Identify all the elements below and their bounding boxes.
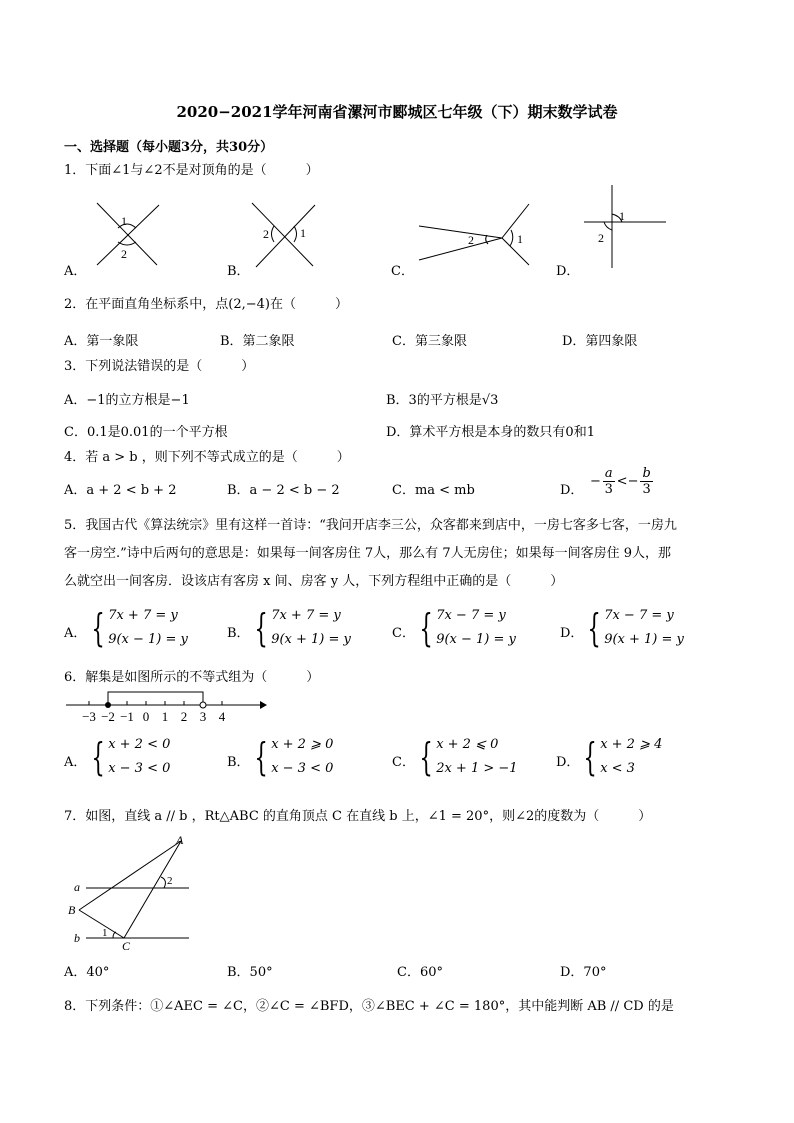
- question-5-line-3: 么就空出一间客房．设该店有客房 x 间、房客 y 人，下列方程组中正确的是（ ）: [64, 574, 564, 589]
- question-7-stem: 7．如图，直线 a // b ，Rt△ABC 的直角顶点 C 在直线 b 上，∠1 = 20°，则∠2的度数为（ ）: [64, 809, 652, 824]
- question-1-stem: 1．下面∠1与∠2不是对顶角的是（ ）: [64, 163, 319, 178]
- angle-2-label: 2: [167, 875, 173, 887]
- question-2-stem: 2．在平面直角坐标系中，点(2,−4)在（ ）: [64, 297, 348, 312]
- q3-option-c: C．0.1是0.01的一个平方根: [64, 425, 228, 440]
- q5-option-d-system: { 7x − 7 = y 9(x + 1) = y: [587, 606, 684, 650]
- q5-option-c-label: C．: [392, 626, 415, 641]
- angle-label-1: 1: [121, 214, 127, 228]
- svg-text:2: 2: [263, 227, 269, 241]
- q1-option-a: A．: [64, 264, 87, 279]
- q5-option-a-system: { 7x + 7 = y 9(x − 1) = y: [91, 606, 188, 650]
- q4-option-a: A．a + 2 < b + 2: [64, 483, 177, 498]
- q2-option-b: B．第二象限: [220, 334, 295, 349]
- closed-endpoint: [105, 702, 111, 708]
- number-line-arrow: [260, 701, 267, 709]
- svg-text:1: 1: [300, 226, 306, 240]
- q5-option-d-label: D．: [560, 626, 584, 641]
- svg-text:2: 2: [598, 231, 604, 245]
- svg-text:1: 1: [619, 209, 625, 223]
- q4-option-c: C．ma < mb: [392, 483, 475, 498]
- q7-option-a: A．40°: [64, 965, 110, 980]
- number-line-tick-label: 3: [199, 709, 207, 724]
- q3-option-b: B．3的平方根是√3: [386, 393, 499, 408]
- q2-option-d: D．第四象限: [562, 334, 638, 349]
- question-3-stem: 3．下列说法错误的是（ ）: [64, 359, 255, 374]
- q7-option-c: C．60°: [397, 965, 443, 980]
- segment-ca: [124, 841, 181, 938]
- line-b-label: b: [74, 931, 80, 945]
- q4-option-d-expression: − $\frac{a}{3}$ <− $\frac{b}{3}$: [590, 466, 651, 497]
- open-endpoint: [200, 702, 206, 708]
- solution-bracket: [108, 692, 203, 705]
- q6-option-b-label: B．: [227, 755, 250, 770]
- q6-option-d-label: D．: [556, 755, 580, 770]
- q6-option-c-system: { x + 2 ⩽ 0 2x + 1 > −1: [419, 735, 518, 779]
- q6-option-a-label: A．: [64, 755, 87, 770]
- q4-option-b: B．a − 2 < b − 2: [227, 483, 340, 498]
- q3-option-d: D．算术平方根是本身的数只有0和1: [386, 425, 595, 440]
- svg-text:2: 2: [468, 233, 474, 247]
- number-line-tick-label: 0: [142, 709, 150, 724]
- number-line-tick-label: −2: [101, 709, 115, 724]
- section-heading: 一、选择题（每小题3分，共30分）: [64, 140, 274, 155]
- angle-label-2: 2: [121, 247, 127, 261]
- svg-text:1: 1: [517, 232, 523, 246]
- q2-option-c: C．第三象限: [392, 334, 467, 349]
- q6-option-a-system: { x + 2 < 0 x − 3 < 0: [91, 735, 171, 779]
- q7-option-d: D．70°: [560, 965, 607, 980]
- q5-option-a-label: A．: [64, 626, 87, 641]
- q5-option-b-label: B．: [227, 626, 250, 641]
- segment-ba: [79, 841, 181, 910]
- question-4-stem: 4．若 a > b ，则下列不等式成立的是（ ）: [64, 450, 350, 465]
- q6-option-c-label: C．: [392, 755, 415, 770]
- question-5-line-1: 5．我国古代《算法统宗》里有这样一首诗：“我问开店李三公，众客都来到店中，一房七客多七客，一房九: [64, 518, 677, 533]
- page-title: 2020−2021学年河南省漯河市郾城区七年级（下）期末数学试卷: [176, 103, 618, 121]
- q5-option-b-system: { 7x + 7 = y 9(x + 1) = y: [254, 606, 351, 650]
- question-8-stem: 8．下列条件：①∠AEC = ∠C，②∠C = ∠BFD，③∠BEC + ∠C = 180°，其中能判断 AB // CD 的是: [64, 999, 674, 1014]
- q1-option-b: B．: [227, 264, 250, 279]
- triangle-figure: [64, 832, 204, 952]
- q1-option-d: D．: [556, 264, 580, 279]
- question-6-stem: 6．解集是如图所示的不等式组为（ ）: [64, 670, 320, 685]
- q1-option-c: C．: [391, 264, 414, 279]
- line-a-label: a: [74, 880, 80, 894]
- q6-option-b-system: { x + 2 ⩾ 0 x − 3 < 0: [254, 735, 334, 779]
- vertex-a-label: A: [176, 833, 184, 847]
- number-line-tick-label: −1: [120, 709, 134, 724]
- number-line-tick-label: 4: [218, 709, 226, 724]
- q7-option-b: B．50°: [227, 965, 273, 980]
- number-line-tick-label: 2: [180, 709, 188, 724]
- vertex-b-label: B: [68, 903, 76, 917]
- q3-option-a: A．−1的立方根是−1: [64, 393, 190, 408]
- angle-1-label: 1: [102, 927, 108, 939]
- q2-option-a: A．第一象限: [64, 334, 139, 349]
- number-line-tick-label: 1: [161, 709, 169, 724]
- q5-option-c-system: { 7x − 7 = y 9(x − 1) = y: [419, 606, 516, 650]
- question-1-figures: [64, 180, 764, 280]
- number-line: [64, 686, 274, 724]
- vertex-c-label: C: [122, 939, 131, 952]
- q6-option-d-system: { x + 2 ⩾ 4 x < 3: [583, 735, 663, 779]
- number-line-tick-label: −3: [82, 709, 96, 724]
- question-5-line-2: 客一房空.”诗中后两句的意思是：如果每一间客房住 7人，那么有 7人无房住；如果每一间客房住 9人，那: [64, 546, 671, 561]
- q4-option-d: D．: [560, 483, 584, 498]
